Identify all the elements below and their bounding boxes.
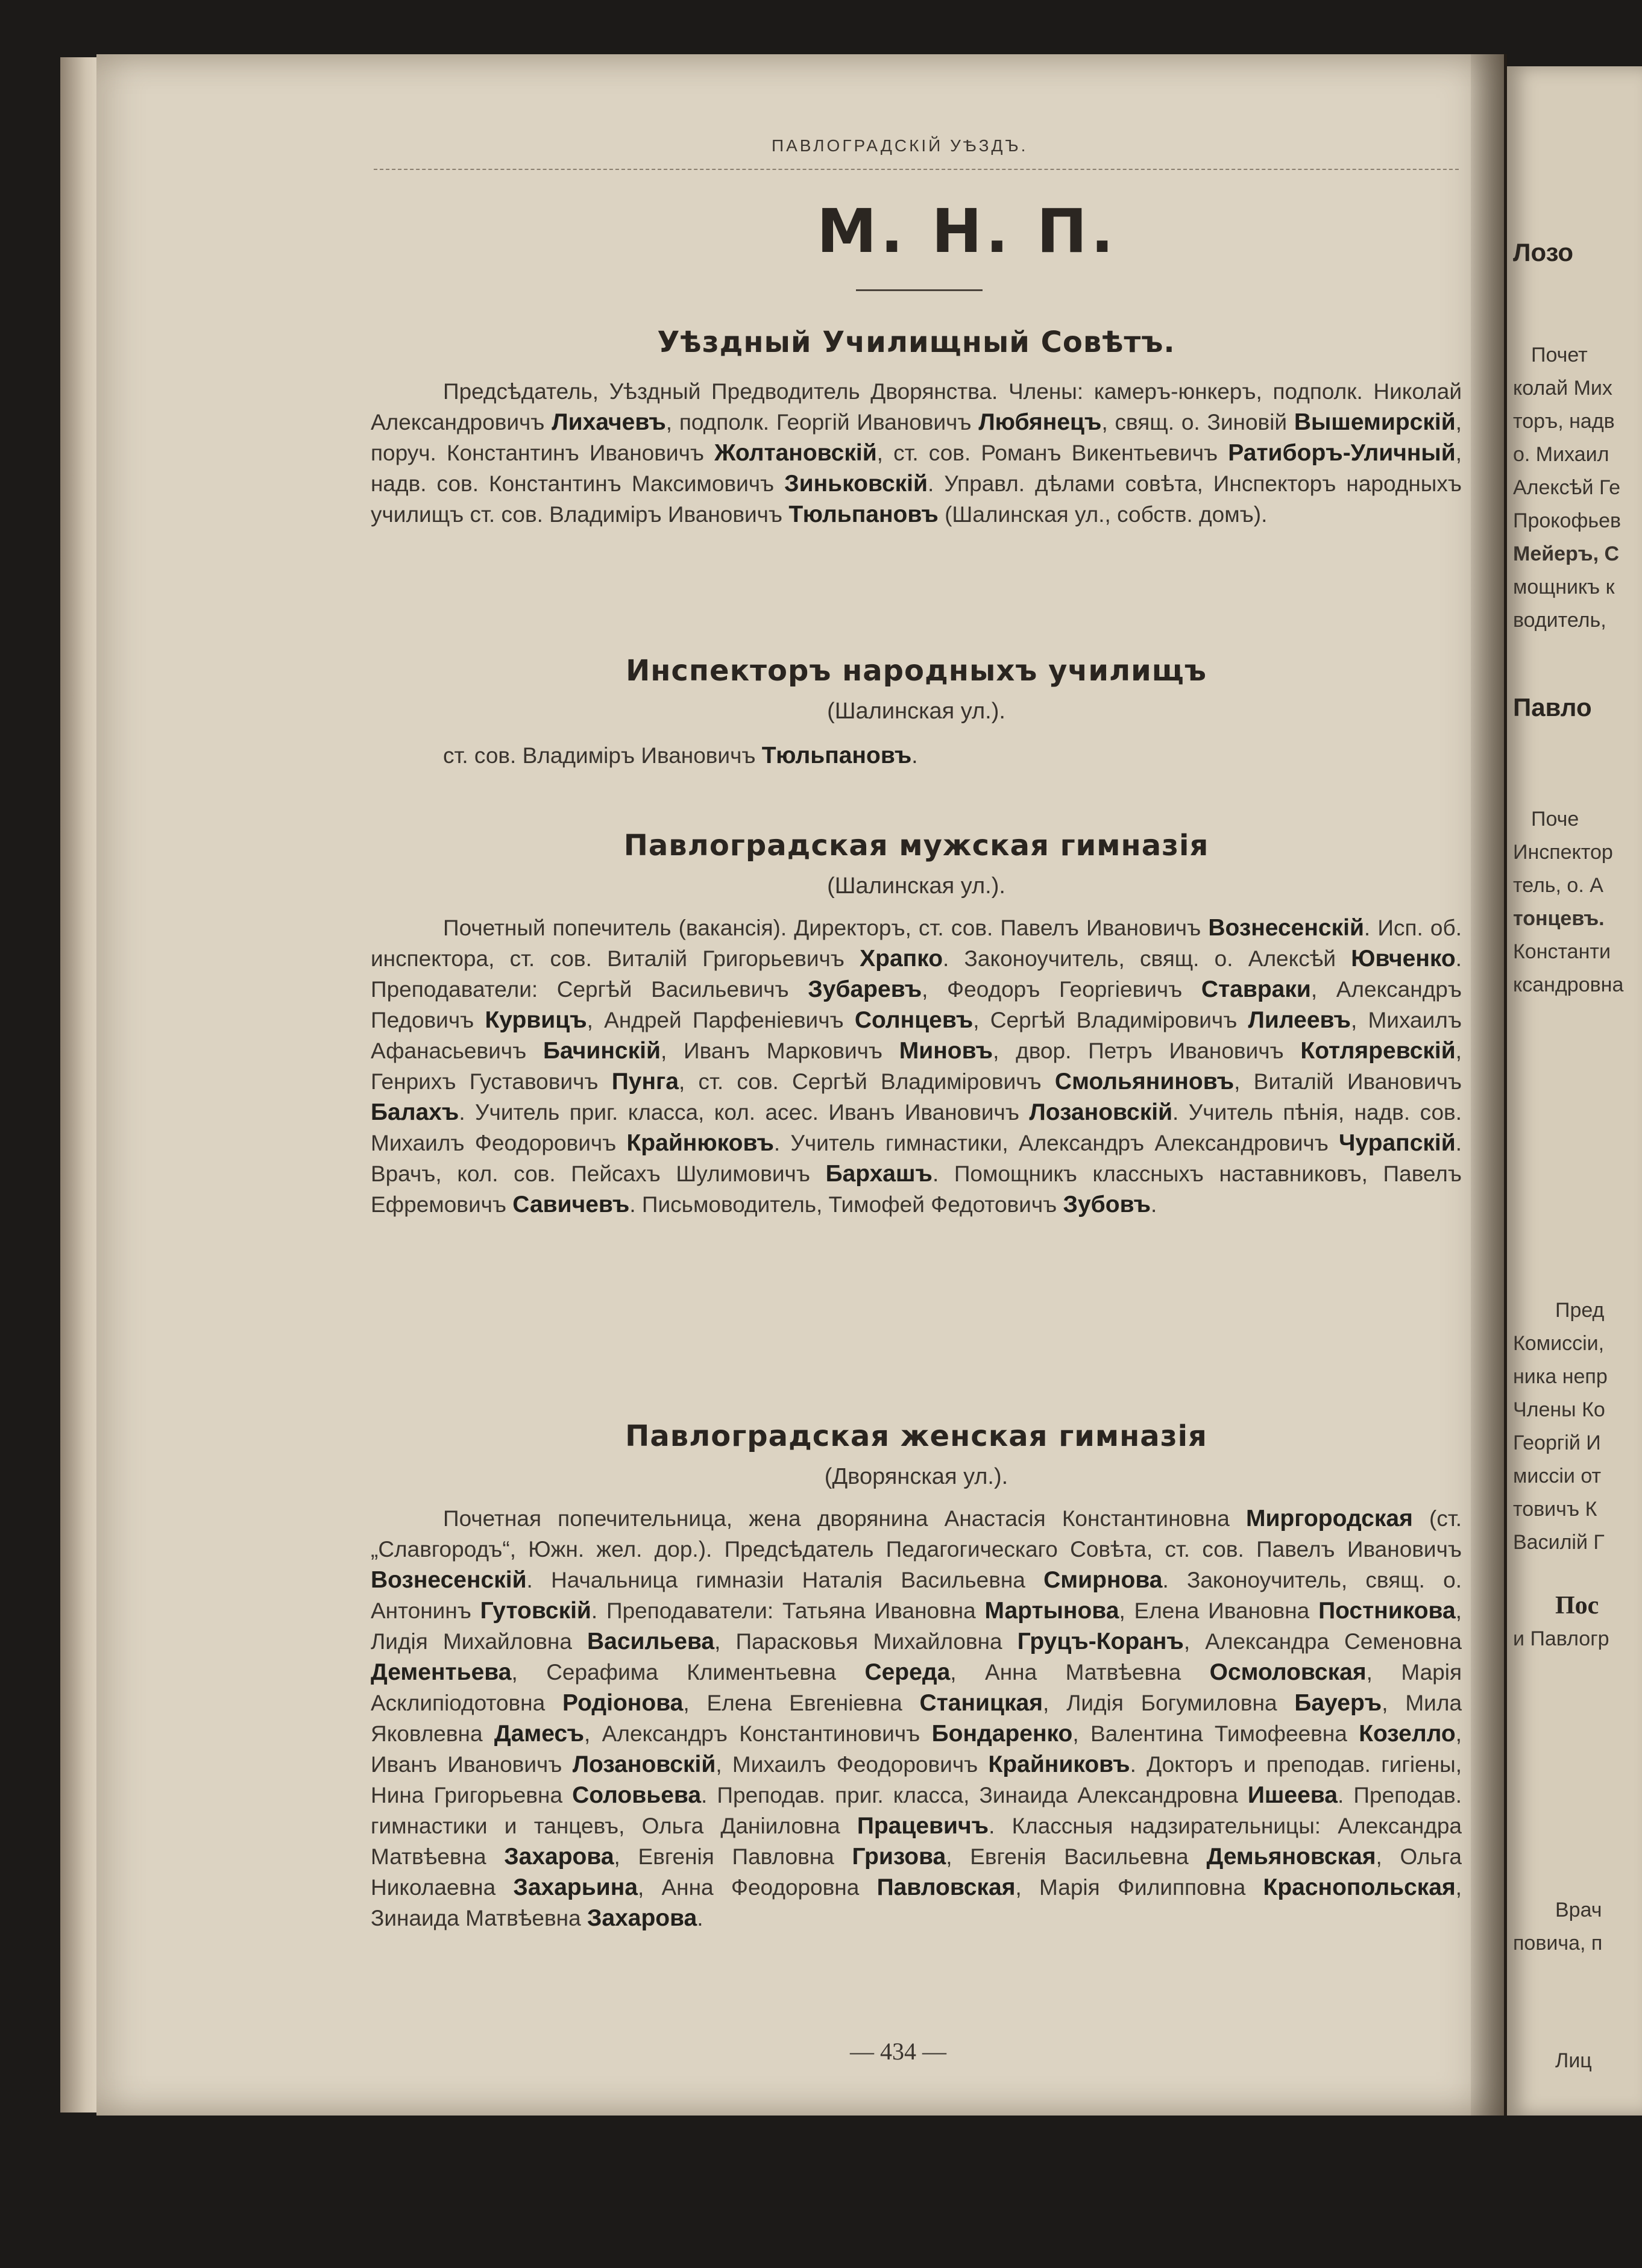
section-inspector (371, 654, 1462, 771)
page-number: — 434 — (850, 2038, 946, 2065)
section-address: (Шалинская ул.). (827, 699, 1005, 724)
section-text: Почетная попечительница, жена дворянина Анастасiя Константиновна Миргородская (ст. „Славгородъ“, Южн. жел. дор.). Предсѣдатель Педагогическаго Совѣта, ст. сов. Павелъ Ивановичъ Вознесенскiй. Начальница гимназiи Наталiя Васильевна Смирнова. Законоучитель, свящ. о. Антонинъ Гутовскiй. Преподаватели: Татьяна Ивановна Мартынова, Елена Ивановна Постникова, Лидiя Михайловна Васильева, Парасковья Михайловна Груцъ-Коранъ, Александра Семеновна Дементьева, Серафима Климентьевна Середа, Анна Матвѣевна Осмоловская, Марiя Асклипiодотовна Родiонова, Елена Евгенiевна Станицкая, Лидiя Богумиловна Бауеръ, Мила Яковлевна Дамесъ, Александръ Константиновичъ Бондаренко, Валентина Тимофеевна Козелло, Иванъ Ивановичъ Лозановскiй, Михаилъ Феодоровичъ Крайниковъ. Докторъ и преподав. гигiены, Нина Григорьевна Соловьева. Преподав. приг. класса, Зинаида Александровна Ишеева. Преподав. гимнастики и танцевъ, Ольга Данiиловна Працевичъ. Классныя надзирательницы: Александра Матвѣевна Захарова, Евгенiя Павловна Гризова, Евгенiя Васильевна Демьяновская, Ольга Николаевна Захарьина, Анна Феодоровна Павловская, Марiя Филипповна Краснопольская, Зинаида Матвѣевна Захарова. (371, 1506, 1462, 1931)
right-page-fragment: Павло (1513, 693, 1592, 721)
main-title: М. Н. П. (817, 196, 1118, 266)
right-page-fragment: и Павлогр (1513, 1627, 1609, 1650)
running-head-rule (374, 169, 1459, 170)
section-address: (Дворянская ул.). (824, 1464, 1008, 1489)
section-title: Павлоградская мужская гимназiя (623, 829, 1209, 862)
right-page-fragment: ника непр (1513, 1365, 1608, 1388)
section-girls-gymnasium (371, 1419, 1462, 1933)
right-page-fragment: Комиссiи, (1513, 1332, 1605, 1355)
title-rule (856, 289, 983, 291)
right-page-fragment: Прокофьев (1513, 509, 1622, 532)
right-page-fragment: Инспектор (1513, 841, 1613, 864)
section-text: Почетный попечитель (вакансiя). Директоръ, ст. сов. Павелъ Ивановичъ Вознесенскiй. Исп. об. инспектора, ст. сов. Виталiй Григорьевичъ Храпко. Законоучитель, свящ. о. Алексѣй Ювченко. Преподаватели: Сергѣй Васильевичъ Зубаревъ, Феодоръ Георгiевичъ Ставраки, Александръ Педовичъ Курвицъ, Андрей Парфенiевичъ Солнцевъ, Сергѣй Владимiровичъ Лилеевъ, Михаилъ Афанасьевичъ Бачинскiй, Иванъ Марковичъ Миновъ, двор. Петръ Ивановичъ Котляревскiй, Генрихъ Густавовичъ Пунга, ст. сов. Сергѣй Владимiровичъ Смольяниновъ, Виталiй Ивановичъ Балахъ. Учитель приг. класса, кол. асес. Иванъ Ивановичъ Лозановскiй. Учитель пѣнiя, надв. сов. Михаилъ Феодоровичъ Крайнюковъ. Учитель гимнастики, Александръ Александровичъ Чурапскiй. Врачъ, кол. сов. Пейсахъ Шулимовичъ Бархашъ. Помощникъ классныхъ наставниковъ, Павелъ Ефремовичъ Савичевъ. Письмоводитель, Тимофей Федотовичъ Зубовъ. (371, 915, 1462, 1217)
right-page-fragment: повича, п (1513, 1932, 1603, 1955)
right-page-fragment: торъ, надв (1513, 410, 1615, 433)
right-page-fragment: ксандровна (1513, 973, 1624, 996)
section-text: ст. сов. Владимiръ Ивановичъ Тюльпановъ. (443, 743, 918, 768)
right-page-fragment: Константи (1513, 940, 1611, 963)
right-page (1507, 66, 1642, 2116)
right-page-fragment: Пос (1555, 1592, 1599, 1619)
right-page-fragment: Пред (1555, 1299, 1605, 1322)
right-page-fragment: Василiй Г (1513, 1531, 1605, 1554)
right-page-fragment: Почет (1531, 344, 1588, 366)
right-page-fragment: о. Михаил (1513, 443, 1609, 466)
right-page-fragment: Поче (1531, 808, 1579, 831)
right-page-fragment: водитель, (1513, 609, 1606, 632)
running-head: ПАВЛОГРАДСКIЙ УѢЗДЪ. (772, 136, 1028, 155)
section-title: Уѣздный Училищный Совѣтъ. (657, 325, 1175, 359)
right-page-fragment: товичъ К (1513, 1498, 1597, 1521)
right-page-fragment: Мейеръ, С (1513, 542, 1620, 565)
section-address: (Шалинская ул.). (827, 873, 1005, 899)
right-page-fragment: Лозо (1513, 238, 1574, 266)
right-page-fragment: Алексѣй Ге (1513, 476, 1621, 499)
right-page-fragment: колай Мих (1513, 377, 1612, 400)
right-page-fragment: тель, о. А (1513, 874, 1603, 897)
right-page-fragment: Врач (1555, 1899, 1602, 1921)
right-page-fragment: миссiи от (1513, 1465, 1602, 1487)
right-page-fragment: Члены Ко (1513, 1398, 1605, 1421)
section-title: Павлоградская женская гимназiя (625, 1419, 1207, 1453)
page-gutter (1471, 54, 1507, 2116)
section-district-council (371, 325, 1462, 530)
section-text: Предсѣдатель, Уѣздный Предводитель Дворянства. Члены: камеръ-юнкеръ, подполк. Николай Александровичъ Лихачевъ, подполк. Георгiй Ивановичъ Любянецъ, свящ. о. Зиновiй Вышемирскiй, поруч. Константинъ Ивановичъ Жолтановскiй, ст. сов. Романъ Викентьевичъ Ратиборъ-Уличный, надв. сов. Константинъ Максимовичъ Зиньковскiй. Управл. дѣлами совѣта, Инспекторъ народныхъ училищъ ст. сов. Владимiръ Ивановичъ Тюльпановъ (Шалинская ул., собств. домъ). (371, 379, 1462, 527)
right-page-fragment: Лиц (1555, 2049, 1592, 2072)
section-boys-gymnasium (371, 829, 1462, 1220)
right-page-fragment: Георгiй И (1513, 1431, 1601, 1454)
section-title: Инспекторъ народныхъ училищъ (626, 654, 1207, 688)
right-page-fragment: тонцевъ. (1513, 907, 1605, 930)
right-page-fragment: мощникъ к (1513, 576, 1615, 598)
